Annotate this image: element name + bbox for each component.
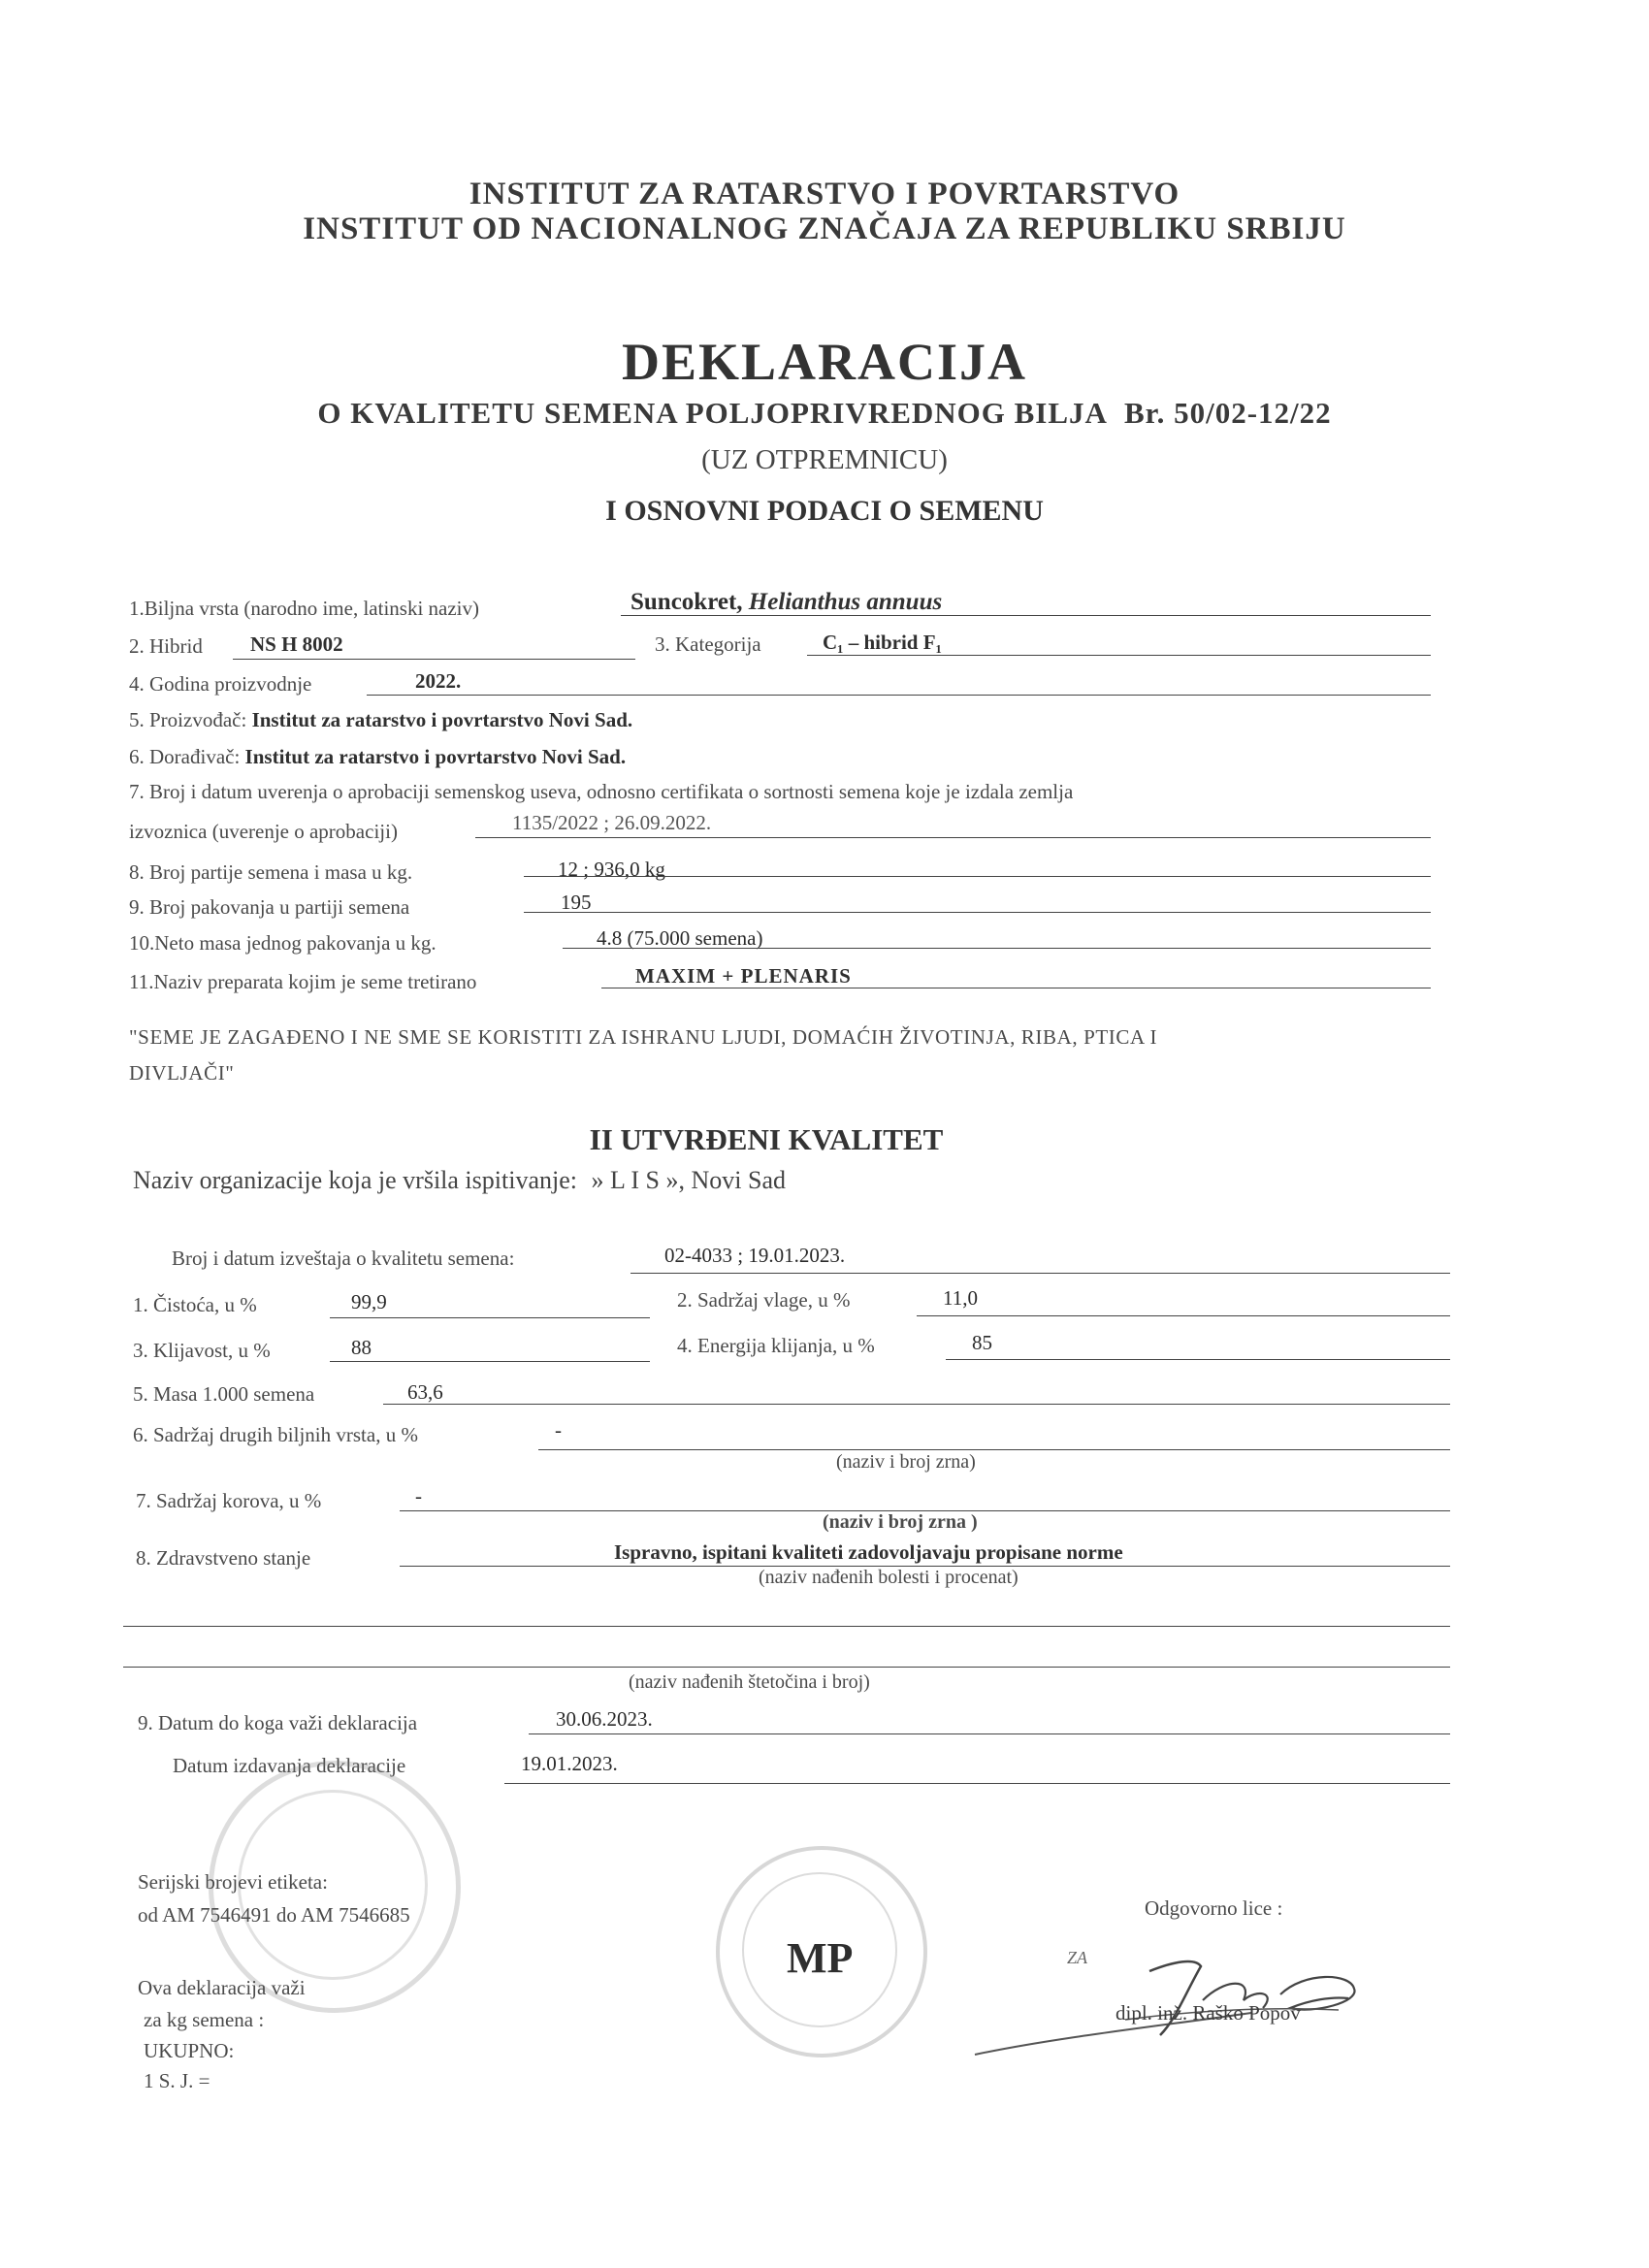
producer-label: 5. Proizvođač:	[129, 708, 247, 731]
institute-subtitle: INSTITUT OD NACIONALNOG ZNAČAJA ZA REPUBLIKU SRBIJU	[303, 211, 1346, 246]
field-hybrid-value: NS H 8002	[250, 632, 343, 656]
producer-value: Institut za ratarstvo i povrtarstvo Novi Sad.	[251, 708, 633, 731]
rule	[524, 876, 1431, 877]
health-status-note: (naziv nađenih bolesti i procenat)	[759, 1567, 1018, 1588]
germination-energy-value: 85	[972, 1331, 992, 1354]
declaration-number: Br. 50/02-12/22	[1123, 396, 1332, 430]
subtitle-text: O KVALITETU SEMENA POLJOPRIVREDNOG BILJA	[317, 396, 1107, 430]
testing-organization-value: » L I S », Novi Sad	[591, 1166, 787, 1194]
testing-organization-label: Naziv organizacije koja je vršila ispitivanje:	[133, 1166, 577, 1194]
field-category-label: 3. Kategorija	[655, 632, 761, 656]
rule	[621, 615, 1431, 616]
processor-label: 6. Dorađivač:	[129, 745, 241, 768]
processor-value: Institut za ratarstvo i povrtarstvo Novi Sad.	[244, 745, 627, 768]
field-processor	[129, 745, 626, 769]
germination-energy-label: 4. Energija klijanja, u %	[677, 1334, 875, 1357]
validity-kg: za kg semena :	[144, 2008, 265, 2031]
valid-until-value: 30.06.2023.	[556, 1707, 653, 1731]
rule	[233, 659, 635, 660]
section1-heading: I OSNOVNI PODACI O SEMENU	[605, 495, 1044, 527]
field-plant-species-label: 1.Biljna vrsta (narodno ime, latinski naziv)	[129, 597, 479, 620]
purity-value: 99,9	[351, 1290, 387, 1313]
document-subtitle	[0, 396, 1649, 431]
rule	[563, 948, 1431, 949]
responsible-person-label: Odgovorno lice :	[1145, 1896, 1283, 1920]
field-packages-label: 9. Broj pakovanja u partiji semena	[129, 895, 410, 919]
rule	[383, 1404, 1450, 1405]
species-common-name: Suncokret,	[630, 589, 743, 615]
rule	[946, 1359, 1450, 1360]
moisture-value: 11,0	[943, 1286, 978, 1310]
signature-za-mark: ZA	[1067, 1948, 1088, 1967]
health-status-value: Ispravno, ispitani kvaliteti zadovoljavaju propisane norme	[614, 1540, 1123, 1564]
other-species-note: (naziv i broj zrna)	[836, 1451, 976, 1473]
signer-name: dipl. inž. Raško Popov	[1116, 2001, 1301, 2025]
field-plant-species-value	[630, 589, 942, 616]
rule	[538, 1449, 1450, 1450]
field-packages-value: 195	[561, 891, 592, 914]
germination-value: 88	[351, 1336, 372, 1359]
moisture-label: 2. Sadržaj vlage, u %	[677, 1288, 851, 1312]
field-approval-label: 7. Broj i datum uverenja o aprobaciji semenskog useva, odnosno certifikata o sortnosti semena koje je izdala zemlja	[129, 780, 1074, 803]
rule	[123, 1626, 1450, 1627]
rule	[123, 1667, 1450, 1668]
weeds-note: (naziv i broj zrna )	[823, 1511, 978, 1533]
issue-date-value: 19.01.2023.	[521, 1752, 618, 1775]
weeds-label: 7. Sadržaj korova, u %	[136, 1489, 322, 1512]
field-hybrid-label: 2. Hibrid	[129, 634, 203, 658]
thousand-seed-mass-value: 63,6	[407, 1380, 443, 1404]
field-approval-value: 1135/2022 ; 26.09.2022.	[512, 811, 712, 834]
seal-mp-mark: MP	[787, 1934, 854, 1982]
field-treatment-value: MAXIM + PLENARIS	[635, 964, 852, 988]
field-category-value: C₁ – hibrid F₁	[823, 631, 942, 654]
contamination-warning-cont: DIVLJAČI"	[129, 1061, 235, 1085]
species-latin-name: Helianthus annuus	[748, 589, 943, 615]
rule	[917, 1315, 1450, 1316]
validity-note: Ova deklaracija važi	[138, 1976, 306, 1999]
germination-label: 3. Klijavost, u %	[133, 1339, 271, 1362]
issue-date-label: Datum izdavanja deklaracije	[173, 1754, 406, 1777]
validity-total: UKUPNO:	[144, 2039, 235, 2062]
purity-label: 1. Čistoća, u %	[133, 1293, 257, 1316]
serial-numbers-label: Serijski brojevi etiketa:	[138, 1870, 328, 1894]
quality-report-label: Broj i datum izveštaja o kvalitetu semena:	[172, 1247, 515, 1270]
weeds-value: -	[415, 1484, 422, 1507]
contamination-warning: "SEME JE ZAGAĐENO I NE SME SE KORISTITI ZA ISHRANU LJUDI, DOMAĆIH ŽIVOTINJA, RIBA, PTICA I	[129, 1025, 1158, 1049]
field-net-mass-value: 4.8 (75.000 semena)	[597, 926, 763, 950]
health-status-label: 8. Zdravstveno stanje	[136, 1546, 311, 1570]
field-lot-label: 8. Broj partije semena i masa u kg.	[129, 860, 413, 884]
rule	[630, 1273, 1450, 1274]
rule	[529, 1733, 1450, 1734]
document-title: DEKLARACIJA	[621, 333, 1028, 391]
validity-unit: 1 S. J. =	[144, 2069, 210, 2092]
rule	[524, 912, 1431, 913]
field-production-year-value: 2022.	[415, 669, 462, 693]
field-production-year-label: 4. Godina proizvodnje	[129, 672, 312, 696]
institute-name: INSTITUT ZA RATARSTVO I POVRTARSTVO	[469, 177, 1180, 211]
pests-note: (naziv nađenih štetočina i broj)	[629, 1671, 870, 1693]
field-treatment-label: 11.Naziv preparata kojim je seme tretirano	[129, 970, 477, 993]
quality-report-value: 02-4033 ; 19.01.2023.	[664, 1244, 846, 1267]
section2-heading: II UTVRĐENI KVALITET	[589, 1122, 944, 1156]
serial-numbers-range: od AM 7546491 do AM 7546685	[138, 1903, 410, 1927]
rule	[330, 1361, 650, 1362]
thousand-seed-mass-label: 5. Masa 1.000 semena	[133, 1382, 315, 1406]
testing-organization	[133, 1166, 786, 1195]
rule	[330, 1317, 650, 1318]
rule	[367, 695, 1431, 696]
field-approval-label-cont: izvoznica (uverenje o aprobaciji)	[129, 820, 398, 843]
other-species-label: 6. Sadržaj drugih biljnih vrsta, u %	[133, 1423, 418, 1446]
rule	[807, 655, 1431, 656]
field-producer	[129, 708, 632, 732]
delivery-note: (UZ OTPREMNICU)	[701, 444, 948, 475]
field-net-mass-label: 10.Neto masa jednog pakovanja u kg.	[129, 931, 436, 955]
rule	[475, 837, 1431, 838]
rule	[504, 1783, 1450, 1784]
valid-until-label: 9. Datum do koga važi deklaracija	[138, 1711, 418, 1734]
field-lot-value: 12 ; 936,0 kg	[558, 858, 665, 881]
other-species-value: -	[555, 1418, 562, 1442]
